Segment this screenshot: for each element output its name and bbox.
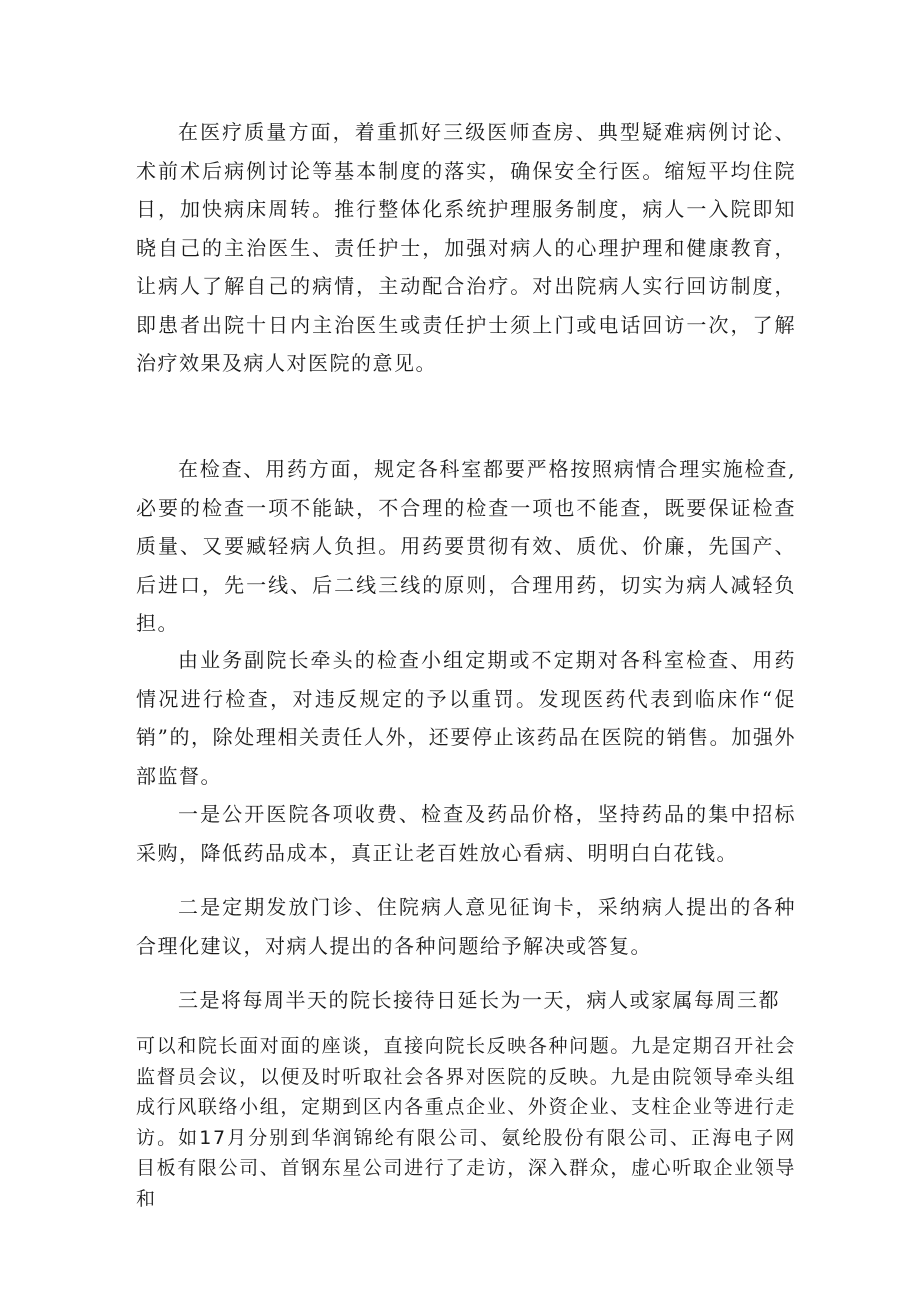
- paragraph-inspection-team: 由业务副院长牵头的检查小组定期或不定期对各科室检查、用药情况进行检查，对违反规定的予以重罚。发现医药代表到临床作“促销”的，除处理相关责任人外，还要停止该药品在医院的销售。加强外部监督。: [136, 648, 796, 788]
- paragraph-continuation: 可以和院长面对面的座谈，直接向院长反映各种问题。九是定期召开社会监督员会议，以便及时听取社会各界对医院的反映。九是由院领导牵头组成行风联络小组，定期到区内各重点企业、外资企业、支柱企业等进行走访。如17月分别到华润锦纶有限公司、氨纶股份有限公司、正海电子网目板有限公司、首钢东星公司进行了走访，深入群众，虚心听取企业领导和: [136, 1035, 796, 1210]
- paragraph-public-pricing: 一是公开医院各项收费、检查及药品价格，坚持药品的集中招标采购，降低药品成本，真正让老百姓放心看病、明明白白花钱。: [136, 802, 796, 865]
- paragraph-medical-quality: 在医疗质量方面，着重抓好三级医师查房、典型疑难病例讨论、术前术后病例讨论等基本制度的落实，确保安全行医。缩短平均住院日，加快病床周转。推行整体化系统护理服务制度，病人一入院即知晓自己的主治医生、责任护士，加强对病人的心理护理和健康教育，让病人了解自己的病情，主动配合治疗。对出院病人实行回访制度，即患者出院十日内主治医生或责任护士须上门或电话回访一次，了解治疗效果及病人对医院的意见。: [136, 120, 796, 375]
- paragraph-reception-day: 三是将每周半天的院长接待日延长为一天，病人或家属每周三都: [178, 988, 780, 1012]
- paragraph-examination-medication: 在检查、用药方面，规定各科室都要严格按照病情合理实施检查,必要的检查一项不能缺，不合理的检查一项也不能查，既要保证检查质量、又要臧轻病人负担。用药要贯彻有效、质优、价廉，先国产、后进口，先一线、后二线三线的原则，合理用药，切实为病人减轻负担。: [136, 457, 796, 635]
- paragraph-feedback-cards: 二是定期发放门诊、住院病人意见征询卡，采纳病人提出的各种合理化建议，对病人提出的各种问题给予解决或答复。: [136, 895, 796, 958]
